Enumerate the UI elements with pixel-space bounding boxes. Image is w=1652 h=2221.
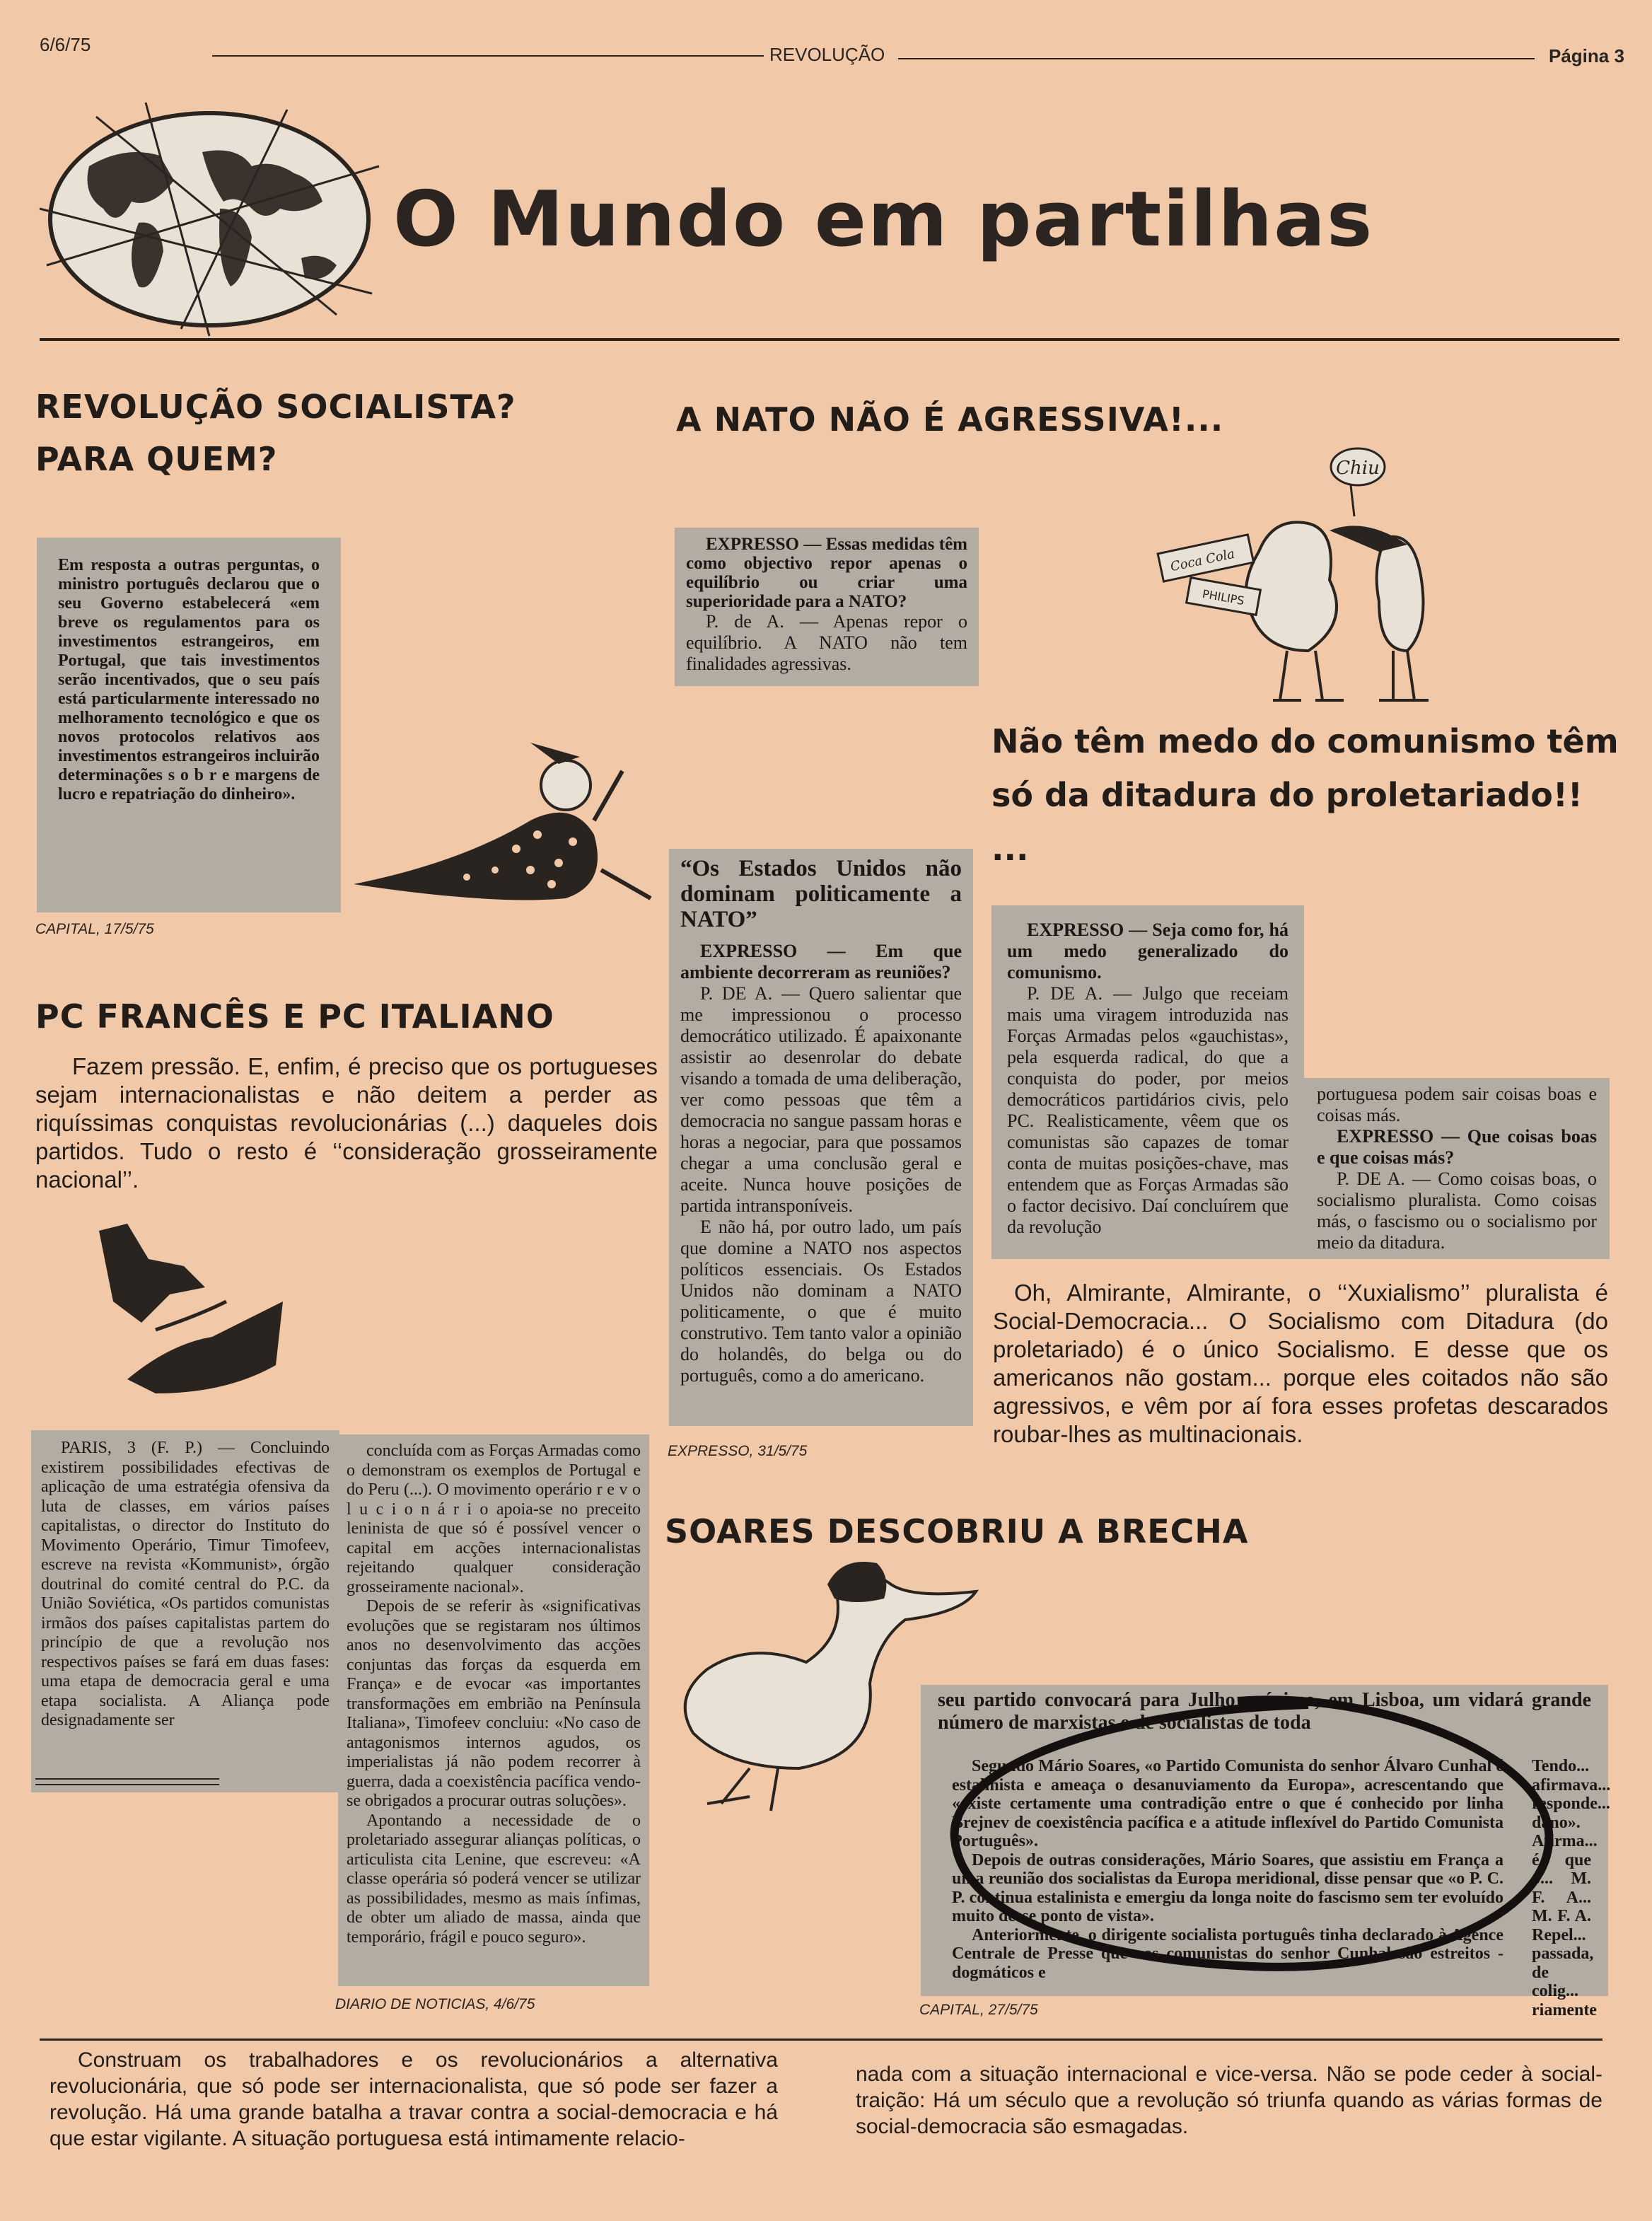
heading-nato: A NATO NÃO É AGRESSIVA!... [676, 400, 1224, 439]
soares-clip-side: Tendo... afirmava... responde... dano». Afirma... é que o... M. F. A... M. F. A. Repel... passada, de colig... riamente [1532, 1757, 1611, 2019]
page-number: Página 3 [1549, 45, 1624, 66]
masthead-rule [40, 338, 1619, 341]
clip4-answer: P. DE A. — Como coisas boas, o socialismo pluralista. Como coisas más, o fascismo ou o socialismo por meio da ditadura. [1317, 1169, 1597, 1253]
flag-coca-cola: Coca Cola [1169, 546, 1236, 575]
clipping-expresso-nato-4 [1304, 1078, 1610, 1259]
clip3-answer: P. DE A. — Julgo que receiam mais uma viragem introduzida nas Forças Armadas pelos «gauchistas», pela esquerda radical, do que a conquista do poder, por meios democráticos partidários civis, pelo PC. Realisticamente, vêem que os comunistas são capazes de tomar conta de muitas posições-chave, mas entendem que as Forças Armadas são o factor decisivo. Daí concluírem que da revolução [1007, 983, 1289, 1237]
nato-birds-cartoon [1153, 439, 1450, 721]
clipping-paris-left-text: PARIS, 3 (F. P.) — Concluindo existirem possibilidades efectivas de aplicação de uma estratégia ofensiva da luta de classes, em vários países capitalistas, o director do Instituto do Movimento Operário, Timur Timofeev, escreve na revista «Kommunist», órgão doutrinal do comité central do P.C. da União Soviética, «Os partidos comunistas irmãos dos países capitalistas partem do princípio de que a revolução nos respectivos países se fará em duas fases: uma etapa de democracia geral e uma etapa socialista. A Aliança pode designadamente ser [41, 1439, 330, 1729]
footer-rule [40, 2039, 1602, 2041]
text-pc-frances: Fazem pressão. E, enfim, é preciso que os portugueses sejam internacionalistas e não deitem a perder as riquíssimas conquistas revolucionárias (...) daqueles dois partidos. Tudo o resto é ‘‘consideração grosseiramente nacional’’. [35, 1053, 658, 1193]
clipping-expresso-nato-3 [991, 905, 1304, 1259]
footer-right-text: nada com a situação internacional e vice-versa. Não se pode ceder à social-traição: Há um século que a revolução só triunfa quando as várias formas de social-democracia são esmagadas. [856, 2063, 1602, 2138]
header-rule-left [212, 55, 764, 57]
witch-cartoon-illustration [354, 729, 665, 920]
clip2-question: EXPRESSO — Em que ambiente decorreram as reuniões? [680, 941, 962, 982]
world-globe-icon [40, 103, 386, 336]
clipping-paris-right [338, 1434, 649, 1986]
heading-pc-frances: PC FRANCÊS E PC ITALIANO [35, 997, 554, 1036]
fighting-figures-illustration [85, 1217, 297, 1401]
page-date: 6/6/75 [40, 34, 91, 55]
clip3-question: EXPRESSO — Seja como for, há um medo generalizado do comunismo. [1007, 920, 1289, 982]
clipping-expresso-nato-1 [675, 528, 979, 686]
source-diario-noticias: DIARIO DE NOTICIAS, 4/6/75 [335, 1996, 535, 2012]
heading-soares: SOARES DESCOBRIU A BRECHA [665, 1512, 1249, 1550]
header-rule-right [898, 58, 1535, 59]
clip4-text-a: portuguesa podem sair coisas boas e coisas más. [1317, 1084, 1597, 1125]
paper-name: REVOLUÇÃO [769, 44, 885, 65]
clip4-question: EXPRESSO — Que coisas boas e que coisas más? [1317, 1126, 1597, 1168]
clipping-paris-right-p3: Apontando a necessidade de o proletariado assegurar alianças políticas, o articulista cita Lenine, que escreveu: «A classe operária só poderá vencer se utilizar as possibilidades, mesmo as mais ínfimas, de obter um aliado de massa, ainda que temporário, frágil e pouco seguro». [347, 1811, 641, 1947]
soares-clip-p2: Depois de outras considerações, Mário Soares, que assistiu em França a uma reunião dos socialistas da Europa meridional, disse pensar que «o P. C. P. continua estalinista e emergiu da longa noite do fascismo sem ter evoluído muito desse ponto de vista». [952, 1850, 1503, 1925]
source-capital-17: CAPITAL, 17/5/75 [35, 921, 154, 937]
masthead-title: O Mundo em partilhas [393, 175, 1374, 264]
soares-clip-top: seu partido convocará para Julho próximo, em Lisboa, um vidará grande número de marxistas e de socialistas de toda [938, 1689, 1591, 1734]
source-expresso-31: EXPRESSO, 31/5/75 [668, 1443, 808, 1459]
clipping-double-rule [35, 1778, 219, 1785]
clip1-question: EXPRESSO — Essas medidas têm como objectivo repor apenas o equilíbrio ou criar uma superioridade para a NATO? [686, 535, 967, 611]
clipping-expresso-nato-2 [669, 849, 973, 1426]
clipping-capital-investments: Em resposta a outras perguntas, o ministro português declarou que o seu Governo estabelecerá «em breve os regulamentos para os investimentos estrangeiros, em Portugal, que tais investimentos serão incentivados, que o seu país está particularmente interessado no melhoramento tecnológico e que os novos protocolos relativos aos investimentos estrangeiros incluirão determinações s o b r e margens de lucro e repatriação do dinheiro». [37, 538, 341, 912]
clipping-paris-left [31, 1430, 339, 1792]
source-capital-27: CAPITAL, 27/5/75 [919, 2002, 1038, 2018]
footer-left-text: Construam os trabalhadores e os revolucionários a alternativa revolucionária, que só pode ser internacionalista, que só pode ser fazer a revolução. Há uma grande batalha a travar contra a social-democracia e há que estar vigilante. A situação portuguesa está intimamente relacio- [50, 2048, 778, 2150]
clip2-answer: P. DE A. — Quero salientar que me impressionou o processo democrático utilizado. É apaixonante assistir ao desenrolar do debate visando a tomada de uma deliberação, ver como pessoas que têm a democracia no sangue passam horas e horas a negociar, para que possamos chegar a uma conclusão geral e aceite. Nunca houve posições de partida intransponíveis. [680, 983, 962, 1216]
clipping-paris-right-p2: Depois de se referir às «significativas evoluções que se registaram nos últimos anos no desenvolvimento das acções conjuntas das forças da esquerda em França» e de evocar «as importantes transformações em embrião na Península Italiana», Timofeev concluiu: «No caso de antagonismos internos agudos, os imperialistas já não podem recorrer à guerra, dada a coexistência pacífica vendo-se obrigados a procurar outras soluções». [347, 1597, 641, 1810]
clip2-title: “Os Estados Unidos não dominam politicamente a NATO” [680, 856, 962, 932]
clip2-answer-b: E não há, por outro lado, um país que domine a NATO nos aspectos políticos essenciais. Os Estados Unidos não dominam a NATO politicamente, o que é muito construtivo. Tem tanto valor a opinião do holandês, do belga ou do português, como a do americano. [680, 1217, 962, 1386]
soares-clip-p1: Segundo Mário Soares, «o Partido Comunista do senhor Álvaro Cunhal é estalinista e ameaça o desanuviamento da Europa», acrescentando que «existe certamente uma contradição entre o que é conhecido por linha Brejnev de coexistência pacífica e a atitude inflexível do Partido Comunista Português». [952, 1757, 1503, 1850]
subheading-medo-comunismo: Não têm medo do comunismo têm só da ditadura do proletariado!! ... [991, 722, 1619, 868]
cartoon-bubble-text: Chiu [1336, 458, 1380, 479]
soares-clip-p3: Anteriormente, o dirigente socialista português tinha declarado à Agence Centrale de Presse que «os comunistas do senhor Cunhal são estreitos - dogmáticos e [952, 1925, 1503, 1982]
clip1-answer: P. de A. — Apenas repor o equilíbrio. A NATO não tem finalidades agressivas. [686, 611, 967, 674]
commentary-almirante: Oh, Almirante, Almirante, o ‘‘Xuxialismo’’ pluralista é Social-Democracia... O Socialismo com Ditadura (do proletariado) é o único Socialismo. E desse que os americanos não gostam... porque eles coitados não são agressivos, e vêm por aí fora esses profetas descarados roubar-lhes as multinacionais. [993, 1280, 1608, 1447]
clipping-paris-right-p1: concluída com as Forças Armadas como o demonstram os exemplos de Portugal e do Peru (...). O movimento operário r e v o l u c i o n á r i o apoia-se no preceito leninista de que só é possível vencer o capital em acções internacionalistas rejeitando qualquer consideração grosseiramente nacional». [347, 1442, 641, 1596]
flag-philips: PHILIPS [1201, 586, 1245, 608]
hand-drawn-circle-mark [941, 1676, 1577, 1981]
heading-revolucao-socialista: REVOLUÇÃO SOCIALISTA? PARA QUEM? [35, 388, 516, 478]
